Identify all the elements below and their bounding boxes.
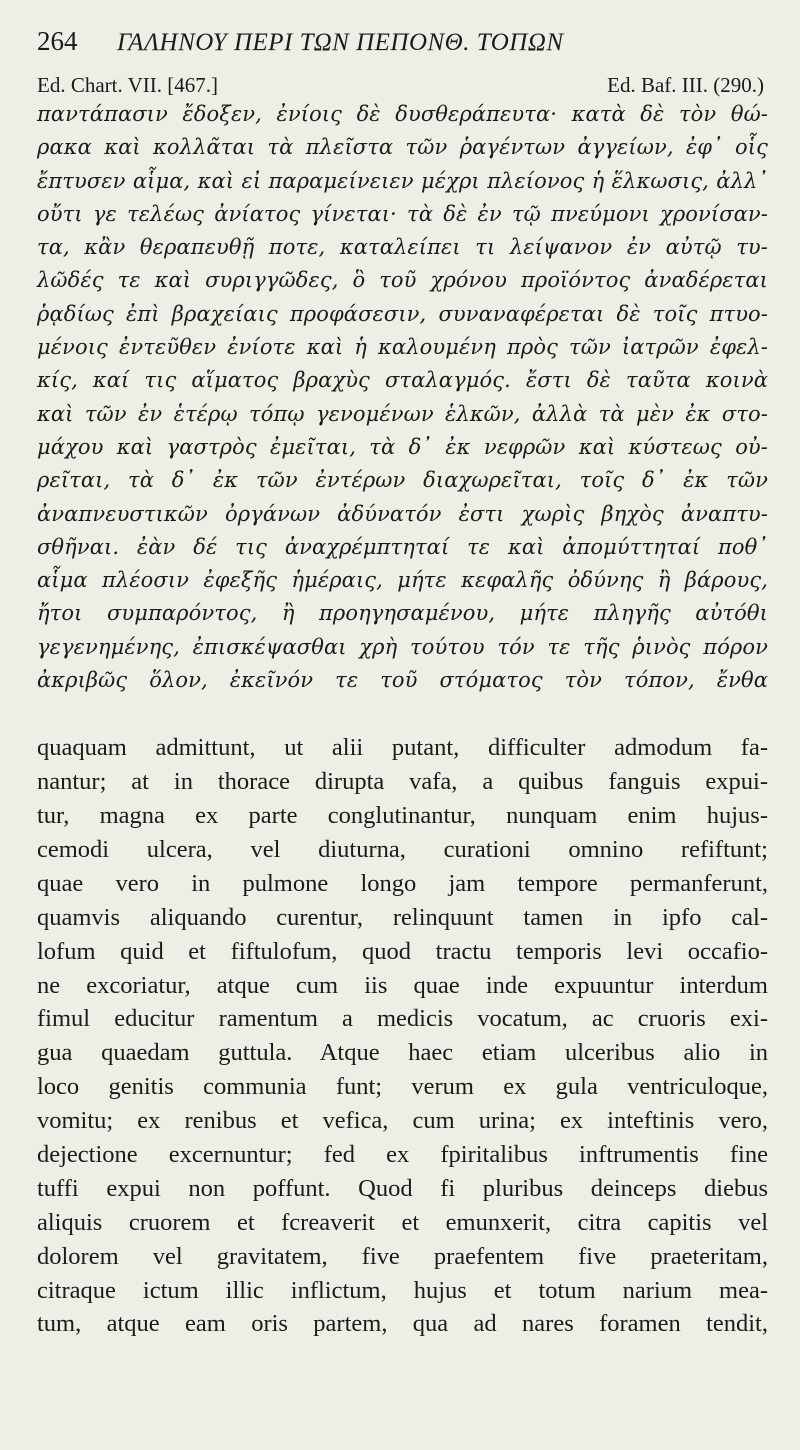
latin-text-line: cemodi ulcera, vel diuturna, curationi omnino refiftunt; (37, 836, 768, 864)
edition-references (37, 66, 768, 98)
latin-text-line: tur, magna ex parte conglutinantur, nunquam enim hujus- (37, 802, 768, 830)
page-header (37, 26, 768, 66)
greek-text-line: ρακα καὶ κολλᾶται τὰ πλεῖστα τῶν ῥαγέντων ἀγγείων, ἐφ᾽ οἷς (37, 135, 768, 160)
greek-text-line: οὔτι γε τελέως ἀνίατος γίνεται· τὰ δὲ ἐν τῷ πνεύμονι χρονίσαν- (37, 201, 768, 226)
greek-text-line: ἀναπνευστικῶν ὀργάνων ἀδύνατόν ἐστι χωρὶς βηχὸς ἀναπτυ- (37, 501, 768, 526)
greek-text-line: κίς, καί τις αἵματος βραχὺς σταλαγμός. ἔστι δὲ ταῦτα κοινὰ (37, 368, 768, 393)
greek-text-line: σθῆναι. ἐὰν δέ τις ἀναχρέμπτηταί τε καὶ ἀπομύττηταί ποθ᾽ (37, 534, 768, 559)
latin-text-line: vomitu; ex renibus et vefica, cum urina; ex inteftinis vero, (37, 1107, 768, 1135)
greek-text-line: μένοις ἐντεῦθεν ἐνίοτε καὶ ἡ καλουμένη πρὸς τῶν ἰατρῶν ἐφελ- (37, 335, 768, 360)
greek-text-line: ῥᾳδίως ἐπὶ βραχείαις προφάσεσιν, συναναφέρεται δὲ τοῖς πτυο- (37, 301, 768, 326)
greek-text-line: ἔπτυσεν αἷμα, καὶ εἰ παραμείνειεν μέχρι πλείονος ἡ ἕλκωσις, ἀλλ᾽ (37, 168, 768, 193)
greek-text-line: ἀκριβῶς ὅλον, ἐκεῖνόν τε τοῦ στόματος τὸν τόπον, ἔνθα (37, 668, 768, 693)
latin-text-line: tum, atque eam oris partem, qua ad nares foramen tendit, (37, 1310, 768, 1338)
latin-text-line: quaquam admittunt, ut alii putant, difficulter admodum fa- (37, 734, 768, 762)
latin-text-line: aliquis cruorem et fcreaverit et emunxerit, citra capitis vel (37, 1208, 768, 1236)
edition-basel-reference: Ed. Baf. III. (290.) (607, 73, 764, 97)
latin-text-line: dejectione excernuntur; fed ex fpiritalibus inftrumentis fine (37, 1141, 768, 1169)
latin-text-line: loco genitis communia funt; verum ex gula ventriculoque, (37, 1073, 768, 1101)
latin-text-block (37, 731, 768, 1341)
greek-text-line: καὶ τῶν ἐν ἑτέρῳ τόπῳ γενομένων ἑλκῶν, ἀλλὰ τὰ μὲν ἐκ στο- (37, 401, 768, 426)
greek-text-line: λῶδές τε καὶ συριγγῶδες, ὃ τοῦ χρόνου προϊόντος ἀναδέρεται (37, 268, 768, 293)
section-gap (37, 697, 768, 731)
latin-text-line: quae vero in pulmone longo jam tempore permanferunt, (37, 869, 768, 897)
running-title: ΓΑΛΗΝΟΥ ΠΕΡΙ ΤΩΝ ΠΕΠΟΝΘ. ΤΟΠΩΝ (117, 29, 564, 56)
edition-chart-reference: Ed. Chart. VII. [467.] (37, 73, 218, 97)
latin-text-line: ne excoriatur, atque cum iis quae inde expuuntur interdum (37, 971, 768, 999)
latin-text-line: gua quaedam guttula. Atque haec etiam ulceribus alio in (37, 1039, 768, 1067)
greek-text-line: παντάπασιν ἔδοξεν, ἐνίοις δὲ δυσθεράπευτα· κατὰ δὲ τὸν θώ- (37, 102, 768, 126)
latin-text-line: nantur; at in thorace dirupta vafa, a quibus fanguis expui- (37, 768, 768, 796)
latin-text-line: dolorem vel gravitatem, five praefentem five praeteritam, (37, 1242, 768, 1270)
greek-text-line: ρεῖται, τὰ δ᾽ ἐκ τῶν ἐντέρων διαχωρεῖται, τοῖς δ᾽ ἐκ τῶν (37, 468, 768, 493)
latin-text-line: tuffi expui non poffunt. Quod fi pluribus deinceps diebus (37, 1174, 768, 1202)
greek-text-line: αἷμα πλέοσιν ἐφεξῆς ἡμέραις, μήτε κεφαλῆς ὀδύνης ἢ βάρους, (37, 568, 768, 593)
greek-text-line: μάχου καὶ γαστρὸς ἐμεῖται, τὰ δ᾽ ἐκ νεφρῶν καὶ κύστεως οὐ- (37, 434, 768, 459)
greek-text-line: γεγενημένης, ἐπισκέψασθαι χρὴ τούτου τόν τε τῆς ῥινὸς πόρον (37, 634, 768, 659)
greek-text-line: ἤτοι συμπαρόντος, ἢ προηγησαμένου, μήτε πληγῆς αὐτόθι (37, 601, 768, 626)
greek-text-block (37, 98, 768, 697)
latin-text-line: lofum quid et fiftulofum, quod tractu temporis levi occafio- (37, 937, 768, 965)
page-number: 264 (37, 26, 78, 56)
latin-text-line: fimul educitur ramentum a medicis vocatum, ac cruoris exi- (37, 1005, 768, 1033)
latin-text-line: quamvis aliquando curentur, relinquunt tamen in ipfo cal- (37, 903, 768, 931)
latin-text-line: citraque ictum illic inflictum, hujus et totum narium mea- (37, 1276, 768, 1304)
greek-text-line: τα, κἂν θεραπευθῇ ποτε, καταλείπει τι λείψανον ἐν αὐτῷ τυ- (37, 235, 768, 260)
